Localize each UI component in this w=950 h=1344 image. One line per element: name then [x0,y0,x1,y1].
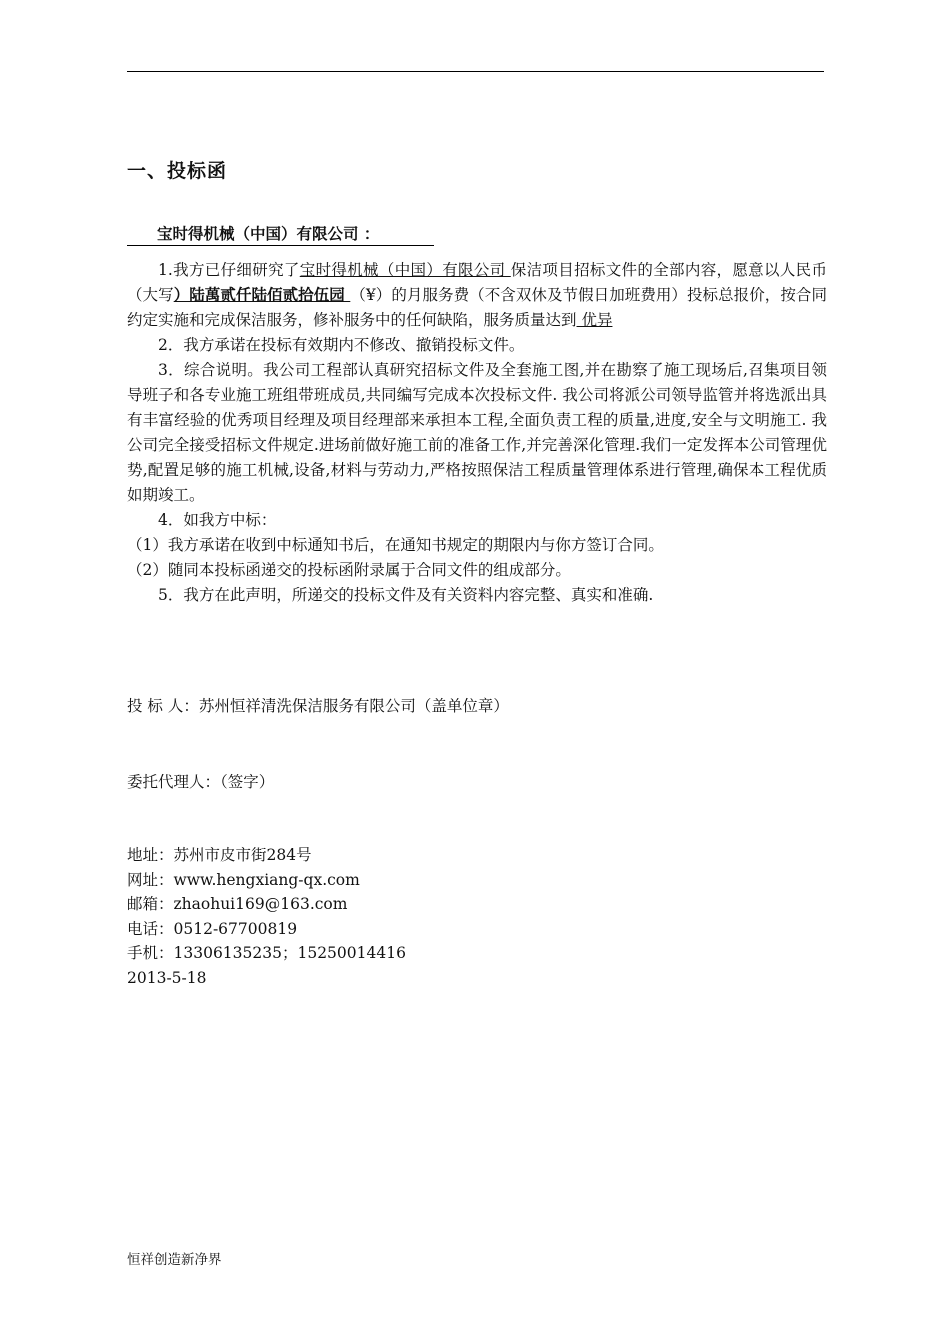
contact-email: 邮箱：zhaohui169@163.com [127,895,348,914]
client-name: 宝时得机械（中国）有限公司 [299,261,511,279]
para1-prefix: 1.我方已仔细研究了 [158,261,300,279]
header-rule [127,71,824,72]
para1-rest: （¥）的月服务费（不含双休及节假日加班费用）投标总报价，按合同约定实施和完成保洁服务，修补服务中的任何缺陷，服务质量达到 [127,286,827,329]
contact-address: 地址：苏州市皮市街284号 [127,846,312,864]
paragraph-1 [127,258,827,333]
paragraph-5: 5．我方在此声明，所递交的投标文件及有关资料内容完整、真实和准确. [158,586,654,604]
paragraph-3: 3．综合说明。我公司工程部认真研究招标文件及全套施工图,并在勘察了施工现场后,召集项目领导班子和各专业施工班组带班成员,共同编写完成本次投标文件. 我公司将派公司领导监管并将选派出具有丰富经验的优秀项目经理及项目经理部来承担本工程,全面负责工程的质量,进度,安全与文明施工. 我公司完全接受招标文件规定.进场前做好施工前的准备工作,并完善深化管理.我们一定发挥本公司管理优势,配置足够的施工机械,设备,材料与劳动力,严格按照保洁工程质量管理体系进行管理,确保本工程优质如期竣工。 [127,361,827,504]
para1-mid: 保洁项目招标文件的全部内容，愿意以人民币（大写 [127,261,827,304]
paragraph-4: 4．如我方中标： [158,511,277,529]
amount-in-words: ）陆萬贰仟陆佰贰拾伍园 [173,286,351,304]
quality-level: 优异 [576,311,613,329]
document-date: 2013-5-18 [127,968,207,987]
page-footer: 恒祥创造新净界 [127,1252,222,1268]
paragraph-2: 2．我方承诺在投标有效期内不修改、撤销投标文件。 [158,336,525,354]
section-heading: 一、投标函 [127,160,228,182]
paragraph-4-1: （1）我方承诺在收到中标通知书后，在通知书规定的期限内与你方签订合同。 [127,536,664,554]
addressee-line: 宝时得机械（中国）有限公司 ： [127,222,434,246]
contact-block [127,843,406,991]
paragraph-4-2: （2）随同本投标函递交的投标函附录属于合同文件的组成部分。 [127,561,571,579]
agent-line: 委托代理人：（签字） [127,773,275,791]
letter-body [127,258,827,608]
contact-phone: 电话：0512-67700819 [127,919,298,938]
contact-mobile: 手机：13306135235；15250014416 [127,944,406,963]
bidder-line: 投 标 人：苏州恒祥清洗保洁服务有限公司（盖单位章） [127,697,509,715]
contact-website: 网址：www.hengxiang-qx.com [127,870,360,889]
